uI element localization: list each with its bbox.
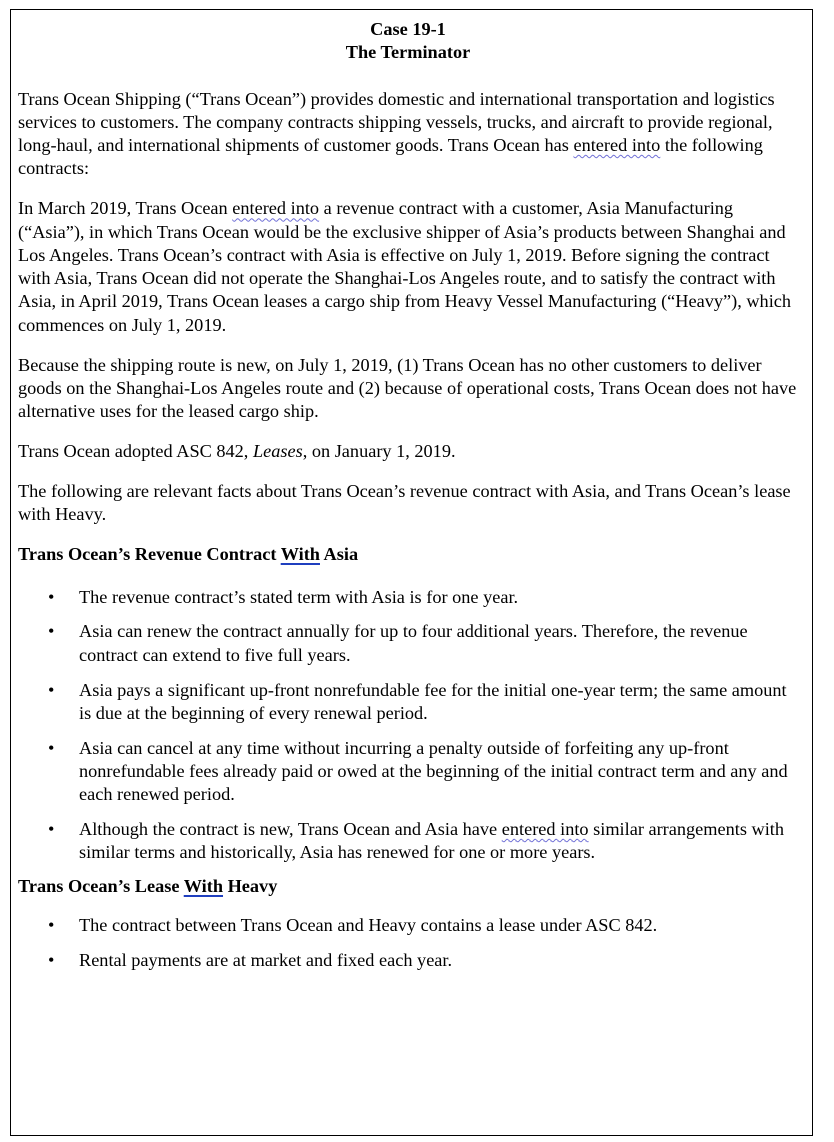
list-item xyxy=(18,586,798,609)
list-item-text: Rental payments are at market and fixed each year. xyxy=(79,950,453,971)
heading-underlined-word: With xyxy=(183,875,224,896)
list-item xyxy=(18,949,798,972)
bullet-icon: • xyxy=(48,819,55,840)
list-item-text xyxy=(79,819,784,862)
list-item-text: Asia can renew the contract annually for up to four additional years. Therefore, the revenue contract can extend to five full years. xyxy=(79,621,748,665)
list-item-text: Asia pays a significant up-front nonrefundable fee for the initial one-year term; the same amount is due at the beginning of every renewal period. xyxy=(79,679,787,723)
bullet-icon: • xyxy=(48,679,55,700)
route-paragraph: Because the shipping route is new, on July 1, 2019, (1) Trans Ocean has no other customers to deliver goods on the Shanghai-Los Angeles route and (2) because of operational costs, Trans Ocean does not have alternative uses for the leased cargo ship. xyxy=(18,354,797,422)
heading-text: Trans Ocean’s Lease xyxy=(18,875,184,896)
bullet-icon: • xyxy=(48,586,55,607)
grammar-flag-entered-into[interactable]: entered into xyxy=(573,135,661,156)
list-item-text-start: Although the contract is new, Trans Ocean and Asia have xyxy=(79,819,502,840)
bullet-icon: • xyxy=(48,737,55,758)
adoption-paragraph xyxy=(18,440,798,463)
contract-text: In March 2019, Trans Ocean xyxy=(18,198,233,219)
list-item xyxy=(18,620,798,667)
heading-text-end: Asia xyxy=(319,544,359,565)
heading-text-end: Heavy xyxy=(223,875,278,896)
case-number: Case 19-1 xyxy=(370,19,446,39)
adoption-text-end: , on January 1, 2019. xyxy=(302,440,456,461)
case-title: The Terminator xyxy=(345,42,471,63)
lease-bullets xyxy=(18,914,798,972)
facts-intro-paragraph: The following are relevant facts about Trans Ocean’s revenue contract with Asia, and Trans Ocean’s lease with Heavy. xyxy=(18,480,791,525)
list-item-text-end: similar arrangements with similar terms and historically, Asia has renewed for one or more years. xyxy=(79,819,785,863)
list-item xyxy=(18,914,798,937)
adoption-text: Trans Ocean adopted ASC 842, xyxy=(18,440,253,461)
intro-text: Trans Ocean Shipping (“Trans Ocean”) provides domestic and international transportation and logistics services to customers. The company contracts shipping vessels, trucks, and aircraft to provide regional, long-haul, and international shipments of customer goods. Trans Ocean has xyxy=(18,88,775,156)
bullet-icon: • xyxy=(48,621,55,642)
grammar-flag-entered-into[interactable]: entered into xyxy=(232,198,320,219)
heading-underlined-word: With xyxy=(280,544,320,565)
contract-text-end: a revenue contract with a customer, Asia Manufacturing (“Asia”), in which Trans Ocean would be the exclusive shipper of Asia’s products between Shanghai and Los Angeles. Trans Ocean’s contract with Asia is effective on July 1, 2019. Before signing the contract with Asia, Trans Ocean did not operate the Shanghai-Los Angeles route, and to satisfy the contract with Asia, in April 2019, Trans Ocean leases a cargo ship from Heavy Vessel Manufacturing (“Heavy”), which commences on July 1, 2019. xyxy=(18,198,792,335)
bullet-icon: • xyxy=(48,950,55,971)
list-item xyxy=(18,737,798,807)
leases-title: Leases xyxy=(252,440,303,461)
list-item-text: Asia can cancel at any time without incurring a penalty outside of forfeiting any up-front nonrefundable fees already paid or owed at the beginning of the initial contract term and any and each renewed period. xyxy=(79,737,788,805)
list-item-text: The contract between Trans Ocean and Heavy contains a lease under ASC 842. xyxy=(79,915,658,936)
lease-heading xyxy=(18,875,798,898)
heading-text: Trans Ocean’s Revenue Contract xyxy=(18,544,281,565)
intro-paragraph xyxy=(18,88,798,181)
bullet-icon: • xyxy=(48,915,55,936)
revenue-contract-heading xyxy=(18,543,798,566)
grammar-flag-entered-into[interactable]: entered into xyxy=(501,819,589,840)
intro-text-end: the following contracts: xyxy=(18,135,763,179)
case-document xyxy=(18,18,798,989)
list-item-text: The revenue contract’s stated term with Asia is for one year. xyxy=(79,586,519,607)
revenue-contract-bullets xyxy=(18,586,798,865)
contract-paragraph xyxy=(18,197,798,337)
list-item xyxy=(18,818,798,865)
list-item xyxy=(18,679,798,726)
